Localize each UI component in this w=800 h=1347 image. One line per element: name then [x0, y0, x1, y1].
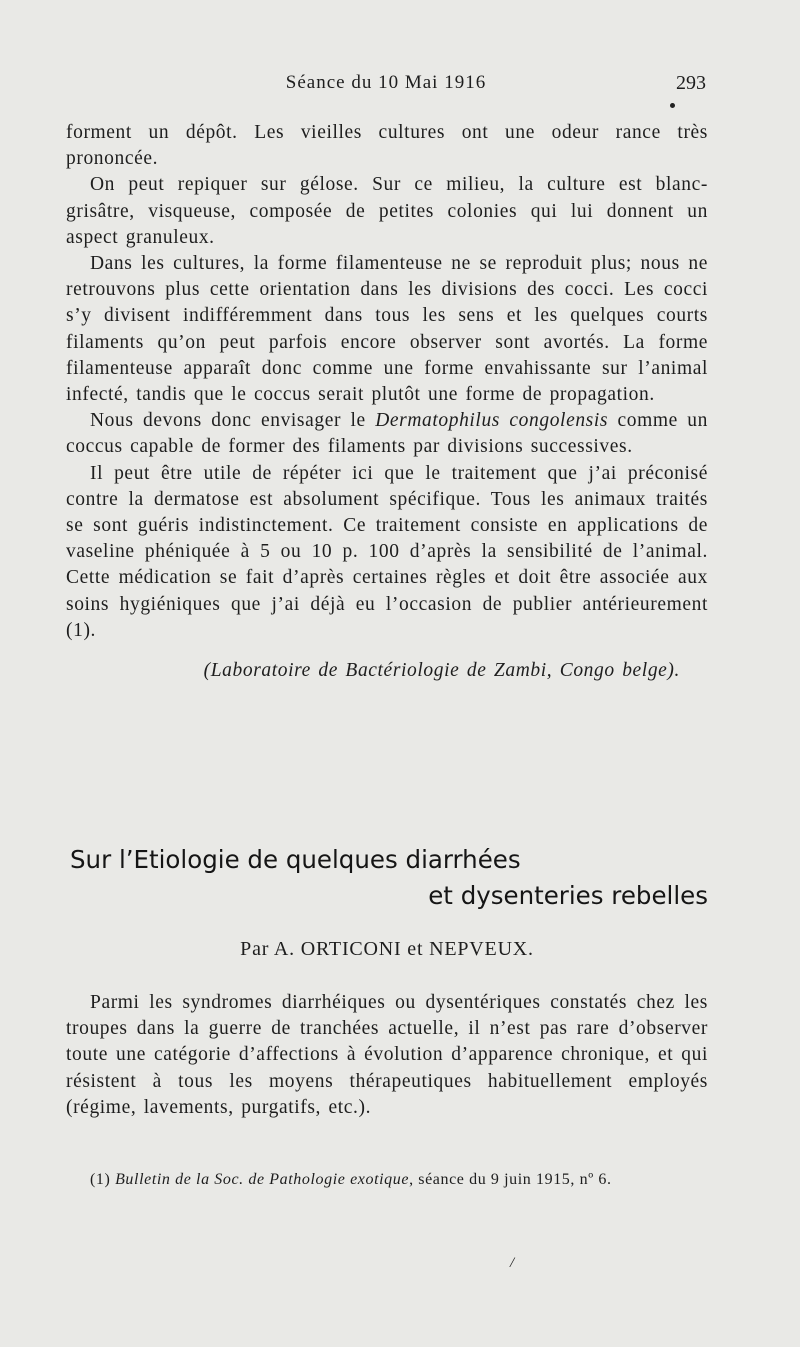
- article-title: [70, 842, 710, 914]
- laboratory-affiliation: (Laboratoire de Bactériologie de Zambi, Congo belge).: [203, 660, 680, 682]
- paragraph: On peut repiquer sur gélose. Sur ce milieu, la culture est blanc-grisâtre, visqueuse, composée de petites colonies qui lui donnent un aspect granuleux.: [66, 174, 708, 248]
- article-text: [66, 990, 708, 1121]
- footnote-marker: (1): [90, 1171, 116, 1188]
- title-line-2: et dysenteries rebelles: [428, 881, 708, 910]
- ink-dot: [670, 103, 675, 108]
- species-name: Dermatophilus congolensis: [375, 410, 609, 432]
- ink-mark: /: [510, 1255, 515, 1271]
- title-line-1: Sur l’Etiologie de quelques diarrhées: [70, 845, 521, 874]
- running-title: Séance du 10 Mai 1916: [285, 72, 487, 93]
- paragraph: Dans les cultures, la forme filamenteuse ne se reproduit plus; nous ne retrouvons plus cette orientation dans les divisions des cocci. Les cocci s’y divisent indifféremment dans tous les sens et les quelques courts filaments qu’on peut parfois encore observer sont avortés. La forme filamenteuse apparaît donc comme une forme envahissante sur l’animal infecté, tandis que le coccus serait plutôt une forme de propagation.: [66, 253, 708, 406]
- footnote-journal: Bulletin de la Soc. de Pathologie exotique: [115, 1171, 410, 1188]
- paragraph: Il peut être utile de répéter ici que le traitement que j’ai préconisé contre la dermatose est absolument spécifique. Tous les animaux traités se sont guéris indistinctement. Ce traitement consiste en applications de vaseline phéniquée à 5 ou 10 p. 100 d’après la sensibilité de l’animal. Cette médication se fait d’après certaines règles et doit être associée aux soins hygiéniques que j’ai déjà eu l’occasion de publier antérieurement (1).: [66, 462, 708, 641]
- paragraph: Parmi les syndromes diarrhéiques ou dysentériques constatés chez les troupes dans la guerre de tranchées actuelle, il n’est pas rare d’observer toute une catégorie d’affections à évolution d’apparence chronique, et qui résistent à tous les moyens thérapeutiques habituellement employés (régime, lavements, purgatifs, etc.).: [66, 992, 708, 1118]
- paragraph: forment un dépôt. Les vieilles cultures ont une odeur rance très prononcée.: [66, 122, 708, 170]
- page-header: [66, 72, 706, 102]
- page-number: 293: [676, 72, 706, 94]
- footnote: [90, 1171, 710, 1189]
- paragraph: [66, 408, 708, 460]
- footnote-details: , séance du 9 juin 1915, nº 6.: [409, 1171, 612, 1188]
- previous-article-text: [66, 120, 708, 684]
- text-run: Nous devons donc envisager le: [90, 410, 376, 432]
- text-run: comme un coccus capable de former des filaments par divisions successives.: [66, 410, 709, 458]
- article-authors: Par A. ORTICONI et NEPVEUX.: [240, 938, 534, 960]
